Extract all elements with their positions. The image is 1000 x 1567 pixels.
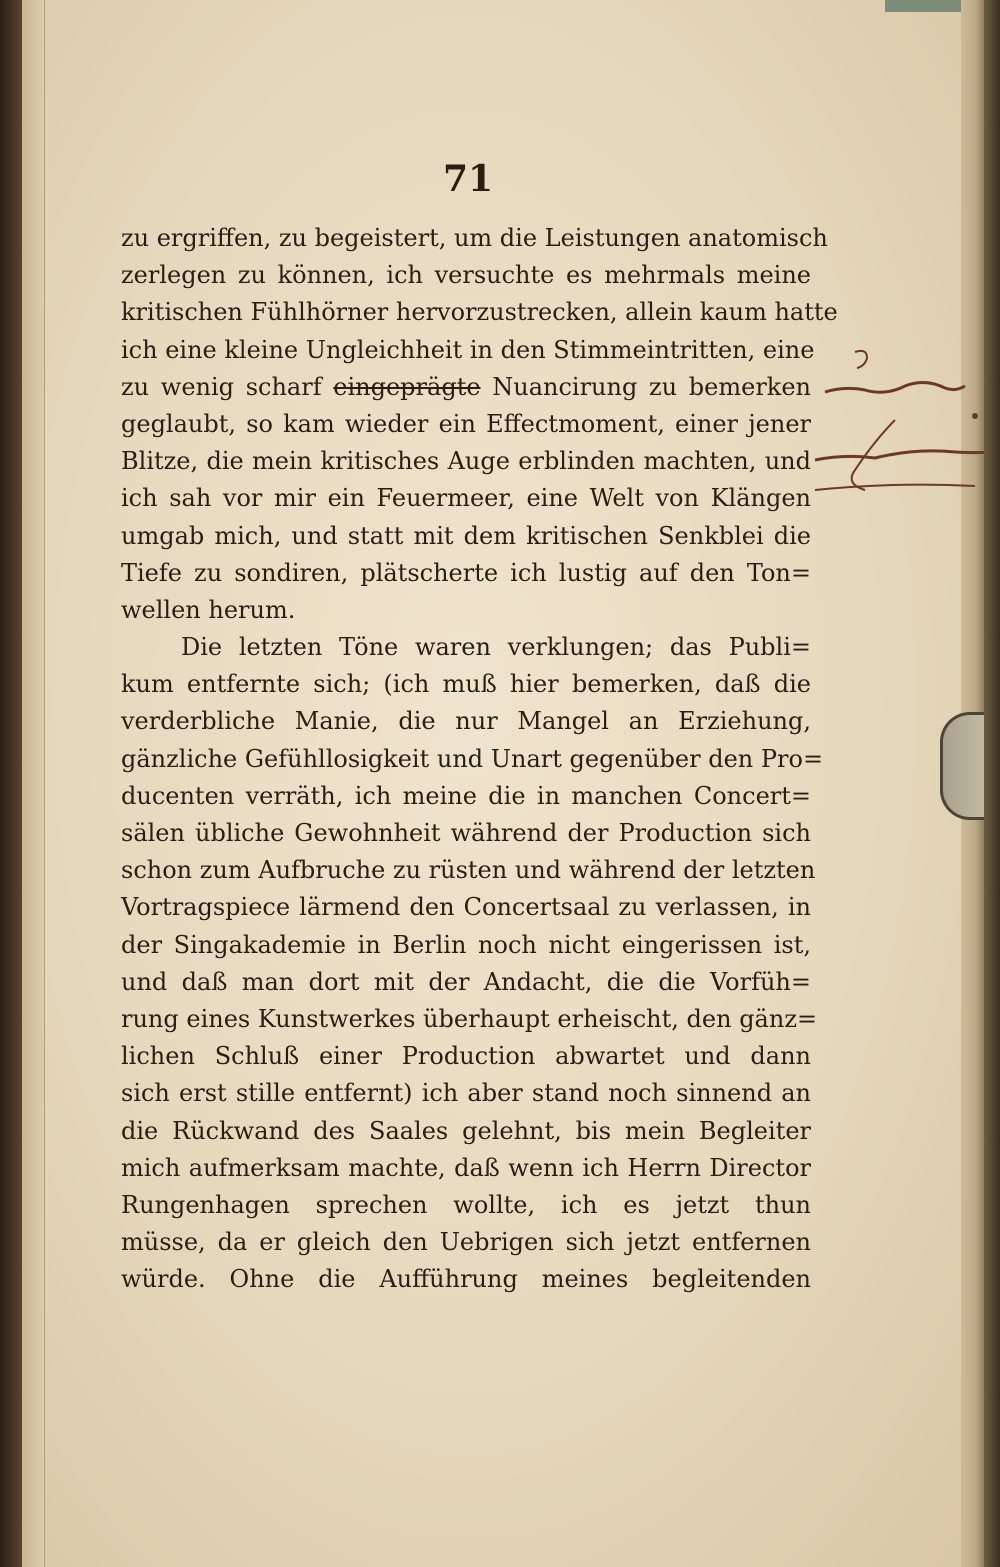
text-line: Tiefe zu sondiren, plätscherte ich lustig auf den Ton=: [121, 558, 811, 587]
text-line: Die letzten Töne waren verklungen; das Publi=: [181, 633, 811, 662]
text-line: Rungenhagen sprechen wollte, ich es jetzt thun: [121, 1190, 811, 1219]
text-line-start: zu wenig scharf: [121, 372, 322, 401]
text-line: lichen Schluß einer Production abwartet und dann: [121, 1042, 811, 1071]
text-line: kritischen Fühlhörner hervorzustrecken, allein kaum hatte: [121, 298, 838, 327]
text-line: mich aufmerksam machte, daß wenn ich Herrn Director: [121, 1153, 811, 1182]
text-line: würde. Ohne die Aufführung meines begleitenden: [121, 1265, 811, 1294]
text-line: die Rückwand des Saales gelehnt, bis mein Begleiter: [121, 1116, 811, 1145]
text-line: kum entfernte sich; (ich muß hier bemerken, daß die: [121, 670, 811, 699]
text-line: Vortragspiece lärmend den Concertsaal zu verlassen, in: [121, 893, 811, 922]
body-text: [121, 220, 838, 1298]
text-line-with-correction: [121, 369, 811, 406]
text-line: sälen übliche Gewohnheit während der Production sich: [121, 819, 811, 847]
text-line: rung eines Kunstwerkes überhaupt erheischt, den gänz=: [121, 1004, 818, 1033]
text-line: wellen herum.: [121, 595, 296, 624]
book-page: [44, 0, 985, 1567]
text-line: zu ergriffen, zu begeistert, um die Leistungen anatomisch: [121, 224, 828, 252]
text-line: und daß man dort mit der Andacht, die die Vorfüh=: [121, 967, 811, 996]
handwritten-annotation-strokes: [745, 330, 1000, 530]
text-line: umgab mich, und statt mit dem kritischen Senkblei die: [121, 521, 811, 550]
page-number: 71: [443, 158, 494, 200]
text-line: geglaubt, so kam wieder ein Effectmoment, einer jener: [121, 409, 811, 438]
text-line: gänzliche Gefühllosigkeit und Unart gegenüber den Pro=: [121, 744, 824, 773]
text-line: schon zum Aufbruche zu rüsten und während der letzten: [121, 856, 816, 885]
text-line: sich erst stille entfernt) ich aber stand noch sinnend an: [121, 1079, 811, 1108]
text-line: müsse, da er gleich den Uebrigen sich jetzt entfernen: [121, 1228, 811, 1257]
struck-word: eingeprägte: [333, 372, 481, 401]
text-line: ich eine kleine Ungleichheit in den Stimmeintritten, eine: [121, 335, 815, 364]
text-line: verderbliche Manie, die nur Mangel an Erziehung,: [121, 707, 811, 736]
book-spine-shadow: [984, 0, 1000, 1567]
text-line: ducenten verräth, ich meine die in manchen Concert=: [121, 781, 811, 810]
text-line: zerlegen zu können, ich versuchte es mehrmals meine: [121, 261, 811, 290]
text-line: ich sah vor mir ein Feuermeer, eine Welt von Klängen: [121, 484, 811, 513]
text-line-end: Nuancirung zu bemerken: [492, 372, 811, 401]
text-line: der Singakademie in Berlin noch nicht eingerissen ist,: [121, 930, 811, 959]
book-gutter: [0, 0, 22, 1567]
text-line: Blitze, die mein kritisches Auge erblinden machten, und: [121, 447, 811, 476]
